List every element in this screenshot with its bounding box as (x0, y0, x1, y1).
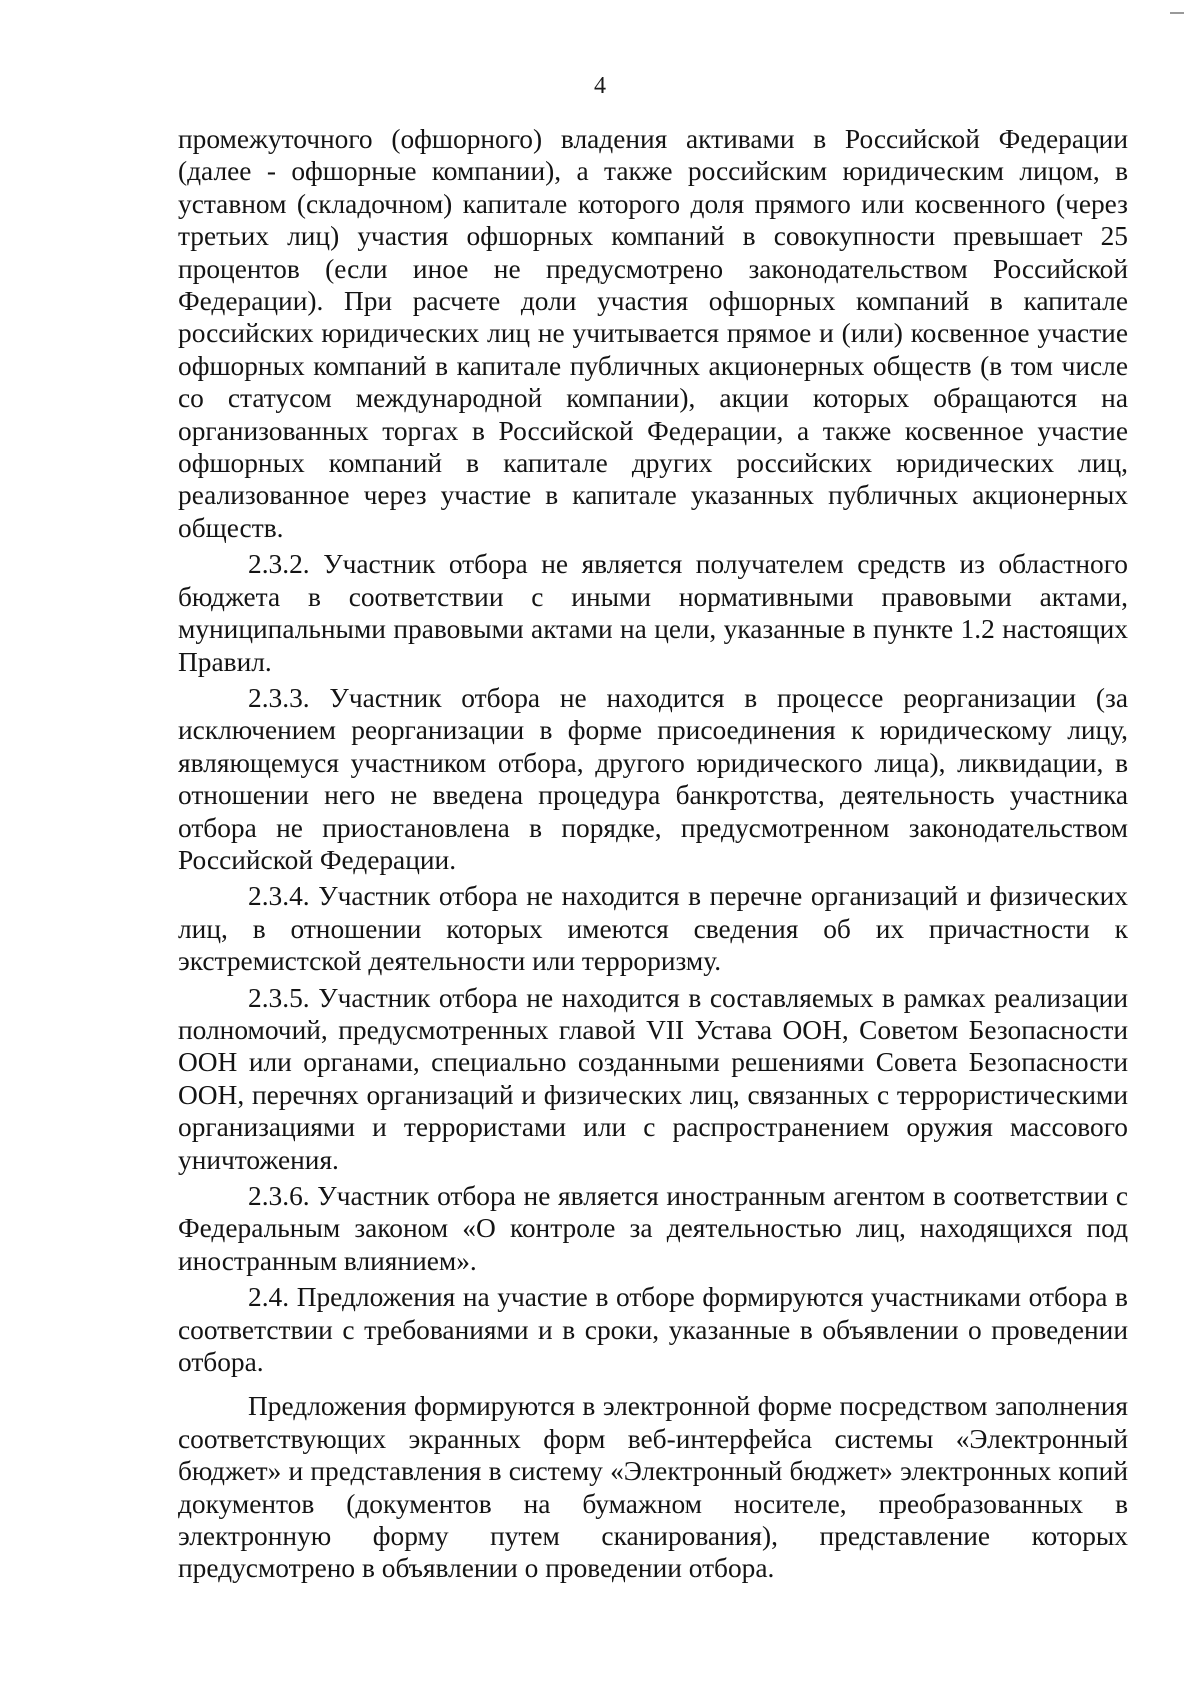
paragraph-offshore-continuation: промежуточного (офшорного) владения активами в Российской Федерации (далее - офшорные компании), а также российским юридическим лицом, в уставном (складочном) капитале которого доля прямого или косвенного (через третьих лиц) участия офшорных компаний в совокупности превышает 25 процентов (если иное не предусмотрено законодательством Российской Федерации). При расчете доли участия офшорных компаний в капитале российских юридических лиц не учитывается прямое и (или) косвенное участие офшорных компаний в капитале публичных акционерных обществ (в том числе со статусом международной компании), акции которых обращаются на организованных торгах в Российской Федерации, а также косвенное участие офшорных компаний в капитале других российских юридических лиц, реализованное через участие в капитале указанных публичных акционерных обществ. (178, 124, 1128, 543)
page-number: 4 (594, 73, 606, 99)
paragraph-2-3-2: 2.3.2. Участник отбора не является получателем средств из областного бюджета в соответствии с иными нормативными правовыми актами, муниципальными правовыми актами на цели, указанные в пункте 1.2 настоящих Правил. (178, 549, 1128, 677)
paragraph-2-3-5: 2.3.5. Участник отбора не находится в составляемых в рамках реализации полномочий, предусмотренных главой VII Устава ООН, Советом Безопасности ООН или органами, специально созданными решениями Совета Безопасности ООН, перечнях организаций и физических лиц, связанных с террористическими организациями и террористами или с распространением оружия массового уничтожения. (178, 982, 1128, 1175)
paragraph-2-3-6: 2.3.6. Участник отбора не является иностранным агентом в соответствии с Федеральным законом «О контроле за деятельностью лиц, находящихся под иностранным влиянием». (178, 1181, 1128, 1276)
paragraph-2-4-electronic-form: Предложения формируются в электронной форме посредством заполнения соответствующих экранных форм веб-интерфейса системы «Электронный бюджет» и представления в систему «Электронный бюджет» электронных копий документов (документов на бумажном носителе, преобразованных в электронную форму путем сканирования), представление которых предусмотрено в объявлении о проведении отбора. (178, 1391, 1128, 1584)
scan-artifact-mark (1170, 12, 1184, 14)
paragraph-2-4: 2.4. Предложения на участие в отборе формируются участниками отбора в соответствии с требованиями и в сроки, указанные в объявлении о проведении отбора. (178, 1282, 1128, 1378)
document-body (178, 123, 1128, 1585)
paragraph-2-3-4: 2.3.4. Участник отбора не находится в перечне организаций и физических лиц, в отношении которых имеются сведения об их причастности к экстремистской деятельности или терроризму. (178, 881, 1128, 977)
paragraph-2-3-3: 2.3.3. Участник отбора не находится в процессе реорганизации (за исключением реорганизации в форме присоединения к юридическому лицу, являющемуся участником отбора, другого юридического лица), ликвидации, в отношении него не введена процедура банкротства, деятельность участника отбора не приостановлена в порядке, предусмотренном законодательством Российской Федерации. (178, 682, 1128, 875)
